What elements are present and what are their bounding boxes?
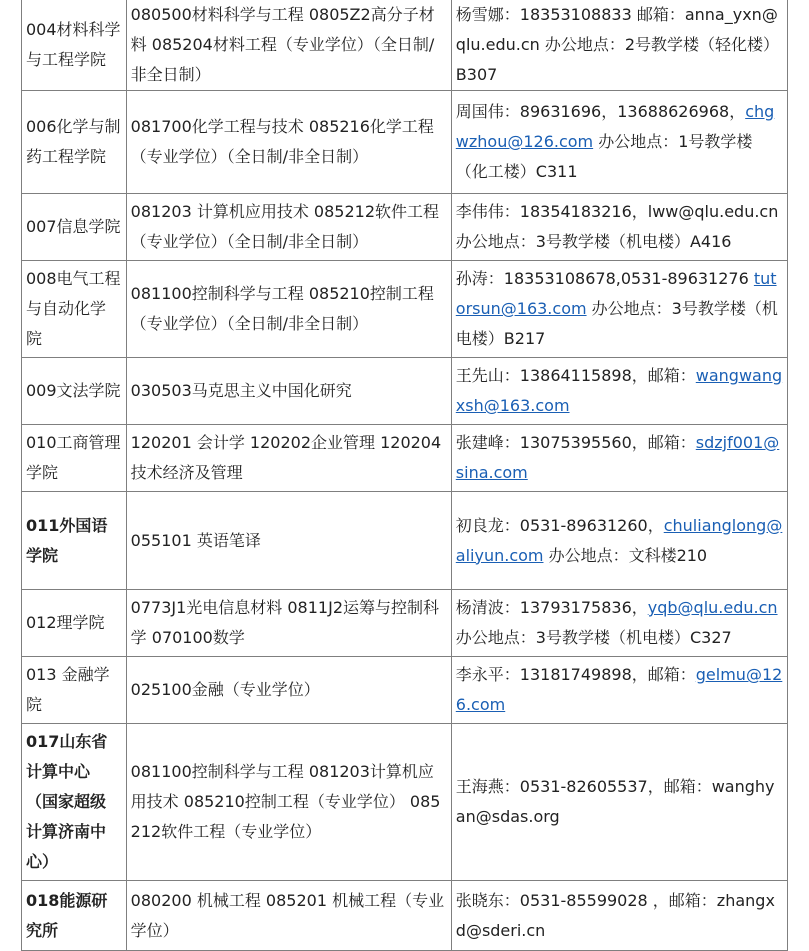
contact-cell <box>451 492 787 590</box>
table-row <box>22 425 788 492</box>
college-cell: 013 金融学院 <box>22 657 127 724</box>
contact-cell <box>451 194 787 261</box>
college-cell: 008电气工程与自动化学院 <box>22 261 127 358</box>
contact-cell <box>451 358 787 425</box>
program-table-container <box>21 0 788 951</box>
table-row <box>22 91 788 194</box>
table-row <box>22 0 788 91</box>
college-cell: 009文法学院 <box>22 358 127 425</box>
table-row <box>22 492 788 590</box>
table-row <box>22 724 788 881</box>
college-cell: 007信息学院 <box>22 194 127 261</box>
table-row <box>22 261 788 358</box>
table-row <box>22 358 788 425</box>
contact-text: 王先山：13864115898，邮箱： <box>455 366 696 385</box>
email-link[interactable]: chulianglong@aliyun.com <box>455 515 783 565</box>
email-link[interactable]: yqb@qlu.edu.cn <box>647 598 778 617</box>
email-link[interactable]: tutorsun@163.com <box>455 269 777 318</box>
college-cell: 011外国语学院 <box>22 492 127 590</box>
contact-text-after: 办公地点：文科楼210 <box>543 545 708 565</box>
contact-text: 杨清波：13793175836， <box>455 598 648 617</box>
contact-cell <box>451 91 787 194</box>
contact-text: 初良龙：0531-89631260， <box>455 515 664 535</box>
contact-cell <box>451 590 787 657</box>
contact-text: 李永平：13181749898，邮箱： <box>455 665 696 684</box>
contact-cell <box>451 261 787 358</box>
college-cell: 018能源研究所 <box>22 881 127 951</box>
majors-cell: 081100控制科学与工程 081203计算机应用技术 085210控制工程（专业学位） 085212软件工程（专业学位） <box>126 724 451 881</box>
majors-cell: 080500材料科学与工程 0805Z2高分子材料 085204材料工程（专业学位）（全日制/非全日制） <box>126 0 451 91</box>
contact-cell <box>451 724 787 881</box>
contact-text: 孙涛：18353108678,0531-89631276 <box>455 269 754 288</box>
majors-cell: 081203 计算机应用技术 085212软件工程（专业学位）（全日制/非全日制） <box>126 194 451 261</box>
majors-cell: 0773J1光电信息材料 0811J2运筹与控制科学 070100数学 <box>126 590 451 657</box>
contact-cell <box>451 657 787 724</box>
table-row <box>22 194 788 261</box>
contact-text: 张晓东：0531-85599028 ，邮箱：zhangxd@sderi.cn <box>455 890 775 940</box>
email-link[interactable]: wangwangxsh@163.com <box>455 366 783 415</box>
contact-text-after: 办公地点：1号教学楼（化工楼）C311 <box>455 132 753 181</box>
majors-cell: 030503马克思主义中国化研究 <box>126 358 451 425</box>
college-cell: 017山东省计算中心（国家超级计算济南中心） <box>22 724 127 881</box>
email-link[interactable]: chgwzhou@126.com <box>455 102 775 151</box>
contact-text: 杨雪娜：18353108833 邮箱：anna_yxn@qlu.edu.cn 办公地点：2号教学楼（轻化楼）B307 <box>455 5 780 84</box>
majors-cell: 081700化学工程与技术 085216化学工程（专业学位）（全日制/非全日制） <box>126 91 451 194</box>
email-link[interactable]: gelmu@126.com <box>455 665 783 714</box>
table-row <box>22 657 788 724</box>
contact-text: 张建峰：13075395560，邮箱： <box>455 433 696 452</box>
contact-text-after: 办公地点：3号教学楼（机电楼）B217 <box>455 299 778 348</box>
majors-cell: 025100金融（专业学位） <box>126 657 451 724</box>
college-cell: 004材料科学与工程学院 <box>22 0 127 91</box>
contact-text-after: 办公地点：3号教学楼（机电楼）C327 <box>455 628 732 647</box>
majors-cell: 081100控制科学与工程 085210控制工程（专业学位）（全日制/非全日制） <box>126 261 451 358</box>
program-table <box>21 0 788 951</box>
contact-cell <box>451 881 787 951</box>
email-link[interactable]: sdzjf001@sina.com <box>455 433 780 482</box>
majors-cell: 120201 会计学 120202企业管理 120204技术经济及管理 <box>126 425 451 492</box>
college-cell: 010工商管理学院 <box>22 425 127 492</box>
majors-cell: 055101 英语笔译 <box>126 492 451 590</box>
college-cell: 006化学与制药工程学院 <box>22 91 127 194</box>
college-cell: 012理学院 <box>22 590 127 657</box>
contact-text: 王海燕：0531-82605537，邮箱：wanghyan@sdas.org <box>455 777 775 826</box>
contact-text: 周国伟：89631696，13688626968， <box>455 102 746 121</box>
contact-cell <box>451 0 787 91</box>
table-row <box>22 881 788 951</box>
majors-cell: 080200 机械工程 085201 机械工程（专业学位） <box>126 881 451 951</box>
contact-cell <box>451 425 787 492</box>
table-row <box>22 590 788 657</box>
contact-text: 李伟伟：18354183216，lww@qlu.edu.cn 办公地点：3号教学楼（机电楼）A416 <box>455 202 779 251</box>
